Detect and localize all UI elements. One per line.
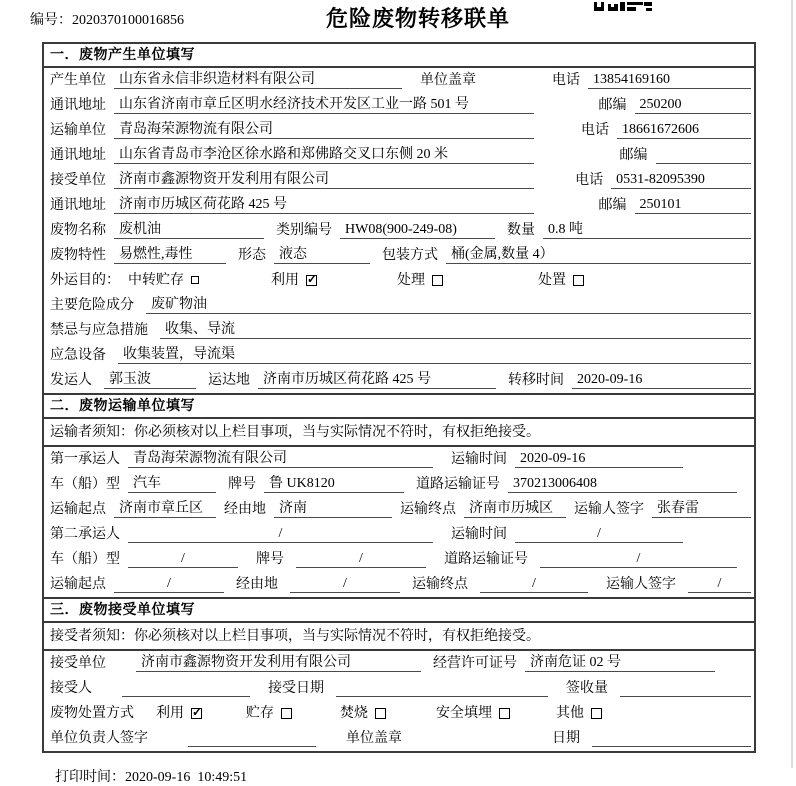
receiver-notice: 接受者须知：你必须核对以上栏目事项，当与实际情况不符时，有权拒绝接受。 — [44, 623, 754, 651]
category-label: 类别编号 — [276, 223, 332, 238]
purpose-option-treat — [397, 269, 443, 289]
row-transporter — [44, 118, 754, 143]
disposal-other-checkbox — [591, 708, 602, 719]
disposal-incinerate-checkbox — [375, 708, 386, 719]
transport-time2-label: 运输时间 — [451, 527, 507, 542]
transporter-phone-label: 电话 — [581, 123, 609, 138]
transporter-label: 运输单位 — [50, 123, 106, 138]
transporter-notice: 运输者须知：你必须核对以上栏目事项，当与实际情况不符时，有权拒绝接受。 — [44, 419, 754, 447]
via2-label: 经由地 — [236, 577, 278, 592]
row-accepting-unit — [44, 651, 754, 676]
row-second-carrier — [44, 522, 754, 547]
receiver-name-field: 济南市鑫源物资开发利用有限公司 — [114, 168, 534, 189]
row-receiver — [44, 168, 754, 193]
receiver-zip-label: 邮编 — [598, 198, 627, 213]
via1-field: 济南 — [274, 497, 392, 518]
sign2-field: / — [688, 576, 751, 593]
purpose-utilize-checkbox — [306, 275, 317, 286]
disposal-option-utilize-label: 利用 — [156, 706, 184, 721]
disposal-option-incinerate-label: 焚烧 — [340, 706, 368, 721]
producer-address-label: 通讯地址 — [50, 98, 106, 113]
receiver-zip-field: 250101 — [635, 197, 752, 214]
date-label: 日期 — [552, 731, 580, 746]
purpose-dispose-checkbox — [573, 275, 584, 286]
purpose-option-dispose-label: 处置 — [538, 273, 566, 288]
contraindication-label: 禁忌与应急措施 — [50, 323, 148, 338]
producer-phone-label: 电话 — [552, 73, 580, 88]
purpose-option-treat-label: 处理 — [397, 273, 425, 288]
shipper-field: 郭玉波 — [104, 368, 196, 389]
vehicle2-field: / — [128, 551, 238, 568]
plate2-field: / — [296, 551, 426, 568]
serial-label: 编号： — [30, 13, 72, 28]
purpose-transit-storage-checkbox — [191, 276, 199, 284]
row-hazard-components — [44, 293, 754, 318]
vehicle1-label: 车（船）型 — [50, 477, 120, 492]
disposal-option-landfill-label: 安全填埋 — [436, 706, 492, 721]
end1-field: 济南市历城区 — [464, 497, 566, 518]
destination-field: 济南市历城区荷花路 425 号 — [258, 368, 496, 389]
disposal-storage-checkbox — [281, 708, 292, 719]
plate1-label: 牌号 — [228, 477, 256, 492]
shipper-label: 发运人 — [50, 373, 92, 388]
disposal-option-landfill — [436, 702, 510, 722]
section-producer — [44, 44, 754, 393]
producer-name-field: 山东省永信非织造材料有限公司 — [114, 68, 402, 89]
purpose-treat-checkbox — [432, 275, 443, 286]
equipment-label: 应急设备 — [50, 348, 106, 363]
characteristics-label: 废物特性 — [50, 248, 106, 263]
producer-seal-label: 单位盖章 — [420, 73, 476, 88]
quantity-field: 0.8 吨 — [543, 218, 751, 239]
row-vehicle-2 — [44, 547, 754, 572]
row-disposal-method — [44, 701, 754, 726]
accepting-unit-label: 接受单位 — [50, 656, 106, 671]
hazard-field: 废矿物油 — [146, 293, 751, 314]
disposal-option-other — [556, 702, 602, 722]
end1-label: 运输终点 — [400, 502, 456, 517]
packing-label: 包装方式 — [382, 248, 438, 263]
vehicle1-field: 汽车 — [128, 472, 216, 493]
sign1-label: 运输人签字 — [574, 502, 644, 517]
via2-field: / — [290, 576, 400, 593]
permit1-field: 370213006408 — [508, 476, 737, 493]
producer-label: 产生单位 — [50, 73, 106, 88]
manager-sign-label: 单位负责人签字 — [50, 731, 148, 746]
permit2-field: / — [540, 551, 737, 568]
section-producer-heading: 一．废物产生单位填写 — [44, 44, 754, 68]
date-field — [592, 730, 751, 747]
disposal-option-incinerate — [340, 702, 386, 722]
plate1-field: 鲁 UK8120 — [264, 472, 404, 493]
row-emergency-equipment — [44, 343, 754, 368]
row-route-2 — [44, 572, 754, 597]
end2-field: / — [480, 576, 588, 593]
received-qty-field — [620, 680, 751, 697]
row-contraindication — [44, 318, 754, 343]
transport-time1-field: 2020-09-16 — [515, 451, 683, 468]
permit2-label: 道路运输证号 — [444, 552, 528, 567]
manifest-form — [42, 42, 756, 753]
qr-code-fragment — [594, 0, 652, 9]
waste-name-label: 废物名称 — [50, 223, 106, 238]
second-carrier-field: / — [128, 526, 433, 543]
hazard-label: 主要危险成分 — [50, 298, 134, 313]
transporter-name-field: 青岛海荣源物流有限公司 — [114, 118, 534, 139]
receiver-address-field: 济南市历城区荷花路 425 号 — [114, 193, 534, 214]
page-title: 危险废物转移联单 — [325, 6, 510, 31]
characteristics-field: 易燃性,毒性 — [114, 243, 226, 264]
serial-number: 2020370100016856 — [72, 13, 184, 28]
accept-date-label: 接受日期 — [268, 681, 324, 696]
end2-label: 运输终点 — [412, 577, 468, 592]
row-producer-address — [44, 93, 754, 118]
disposal-label: 废物处置方式 — [50, 706, 134, 721]
accept-date-field — [336, 680, 548, 697]
transport-time2-field: / — [515, 526, 683, 543]
waste-name-field: 废机油 — [114, 218, 264, 239]
disposal-option-other-label: 其他 — [556, 706, 584, 721]
row-waste-name — [44, 218, 754, 243]
disposal-option-utilize — [156, 702, 202, 722]
row-receiver-address — [44, 193, 754, 218]
origin1-field: 济南市章丘区 — [114, 497, 216, 518]
transporter-zip-label: 邮编 — [619, 148, 648, 163]
form-state-label: 形态 — [238, 248, 266, 263]
vehicle2-label: 车（船）型 — [50, 552, 120, 567]
row-first-carrier — [44, 447, 754, 472]
section-receiver-heading: 三．废物接受单位填写 — [44, 599, 754, 623]
manager-sign-field — [188, 730, 316, 747]
row-route-1 — [44, 497, 754, 522]
first-carrier-label: 第一承运人 — [50, 452, 120, 467]
license-field: 济南危证 02 号 — [525, 651, 715, 672]
section-transporter-heading: 二．废物运输单位填写 — [44, 395, 754, 419]
print-time-line — [48, 750, 247, 786]
packing-field: 桶(金属,数量 4） — [446, 243, 751, 264]
quantity-label: 数量 — [507, 223, 535, 238]
receiver-phone-field: 0531-82095390 — [611, 172, 751, 189]
qr-code-fragment-graphic — [594, 2, 652, 11]
purpose-option-utilize — [271, 269, 317, 289]
permit1-label: 道路运输证号 — [416, 477, 500, 492]
row-vehicle-1 — [44, 472, 754, 497]
producer-phone-field: 13854169160 — [588, 72, 751, 89]
print-time-value: 2020-09-16 10:49:51 — [125, 770, 248, 785]
transporter-zip-field — [656, 147, 752, 164]
purpose-label: 外运目的： — [50, 273, 120, 288]
receiver-phone-label: 电话 — [575, 173, 604, 188]
row-transfer-purpose — [44, 268, 754, 293]
purpose-option-transit-storage — [128, 269, 199, 289]
row-waste-characteristics — [44, 243, 754, 268]
license-label: 经营许可证号 — [433, 656, 517, 671]
acceptor-field — [122, 680, 250, 697]
disposal-landfill-checkbox — [499, 708, 510, 719]
plate2-label: 牌号 — [256, 552, 284, 567]
first-carrier-field: 青岛海荣源物流有限公司 — [128, 447, 433, 468]
transfer-date-label: 转移时间 — [508, 373, 564, 388]
via1-label: 经由地 — [224, 502, 266, 517]
section-receiver — [44, 597, 754, 751]
transporter-address-label: 通讯地址 — [50, 148, 106, 163]
purpose-option-transit-storage-label: 中转贮存 — [128, 273, 184, 288]
equipment-field: 收集装置，导流渠 — [118, 343, 751, 364]
print-time-label: 打印时间： — [55, 770, 125, 785]
accepting-unit-field: 济南市鑫源物资开发利用有限公司 — [136, 651, 421, 672]
origin2-label: 运输起点 — [50, 577, 106, 592]
row-transporter-address — [44, 143, 754, 168]
row-shipper — [44, 368, 754, 393]
origin2-field: / — [114, 576, 224, 593]
transporter-phone-field: 18661672606 — [617, 122, 751, 139]
scan-edge-artifact — [791, 0, 793, 768]
purpose-option-utilize-label: 利用 — [271, 273, 299, 288]
sign2-label: 运输人签字 — [606, 577, 676, 592]
receiver-label: 接受单位 — [50, 173, 106, 188]
disposal-utilize-checkbox — [191, 708, 202, 719]
contraindication-field: 收集、导流 — [160, 318, 751, 339]
destination-label: 运达地 — [208, 373, 250, 388]
row-manager-signature — [44, 726, 754, 751]
row-acceptor — [44, 676, 754, 701]
row-producer — [44, 68, 754, 93]
transport-time1-label: 运输时间 — [451, 452, 507, 467]
transfer-date-field: 2020-09-16 — [572, 372, 751, 389]
transporter-address-field: 山东省青岛市李沧区徐水路和郑佛路交叉口东侧 20 米 — [114, 143, 534, 164]
producer-address-field: 山东省济南市章丘区明水经济技术开发区工业一路 501 号 — [114, 93, 534, 114]
section-transporter — [44, 393, 754, 597]
category-code-field: HW08(900-249-08) — [340, 222, 495, 239]
received-qty-label: 签收量 — [566, 681, 608, 696]
producer-zip-field: 250200 — [635, 97, 752, 114]
receiver-address-label: 通讯地址 — [50, 198, 106, 213]
acceptor-label: 接受人 — [50, 681, 92, 696]
form-state-field: 液态 — [274, 243, 370, 264]
sign1-field: 张春雷 — [652, 497, 751, 518]
second-carrier-label: 第二承运人 — [50, 527, 120, 542]
origin1-label: 运输起点 — [50, 502, 106, 517]
disposal-option-storage-label: 贮存 — [246, 706, 274, 721]
producer-zip-label: 邮编 — [598, 98, 627, 113]
disposal-option-storage — [246, 702, 292, 722]
unit-seal-label: 单位盖章 — [346, 731, 402, 746]
purpose-option-dispose — [538, 269, 584, 289]
